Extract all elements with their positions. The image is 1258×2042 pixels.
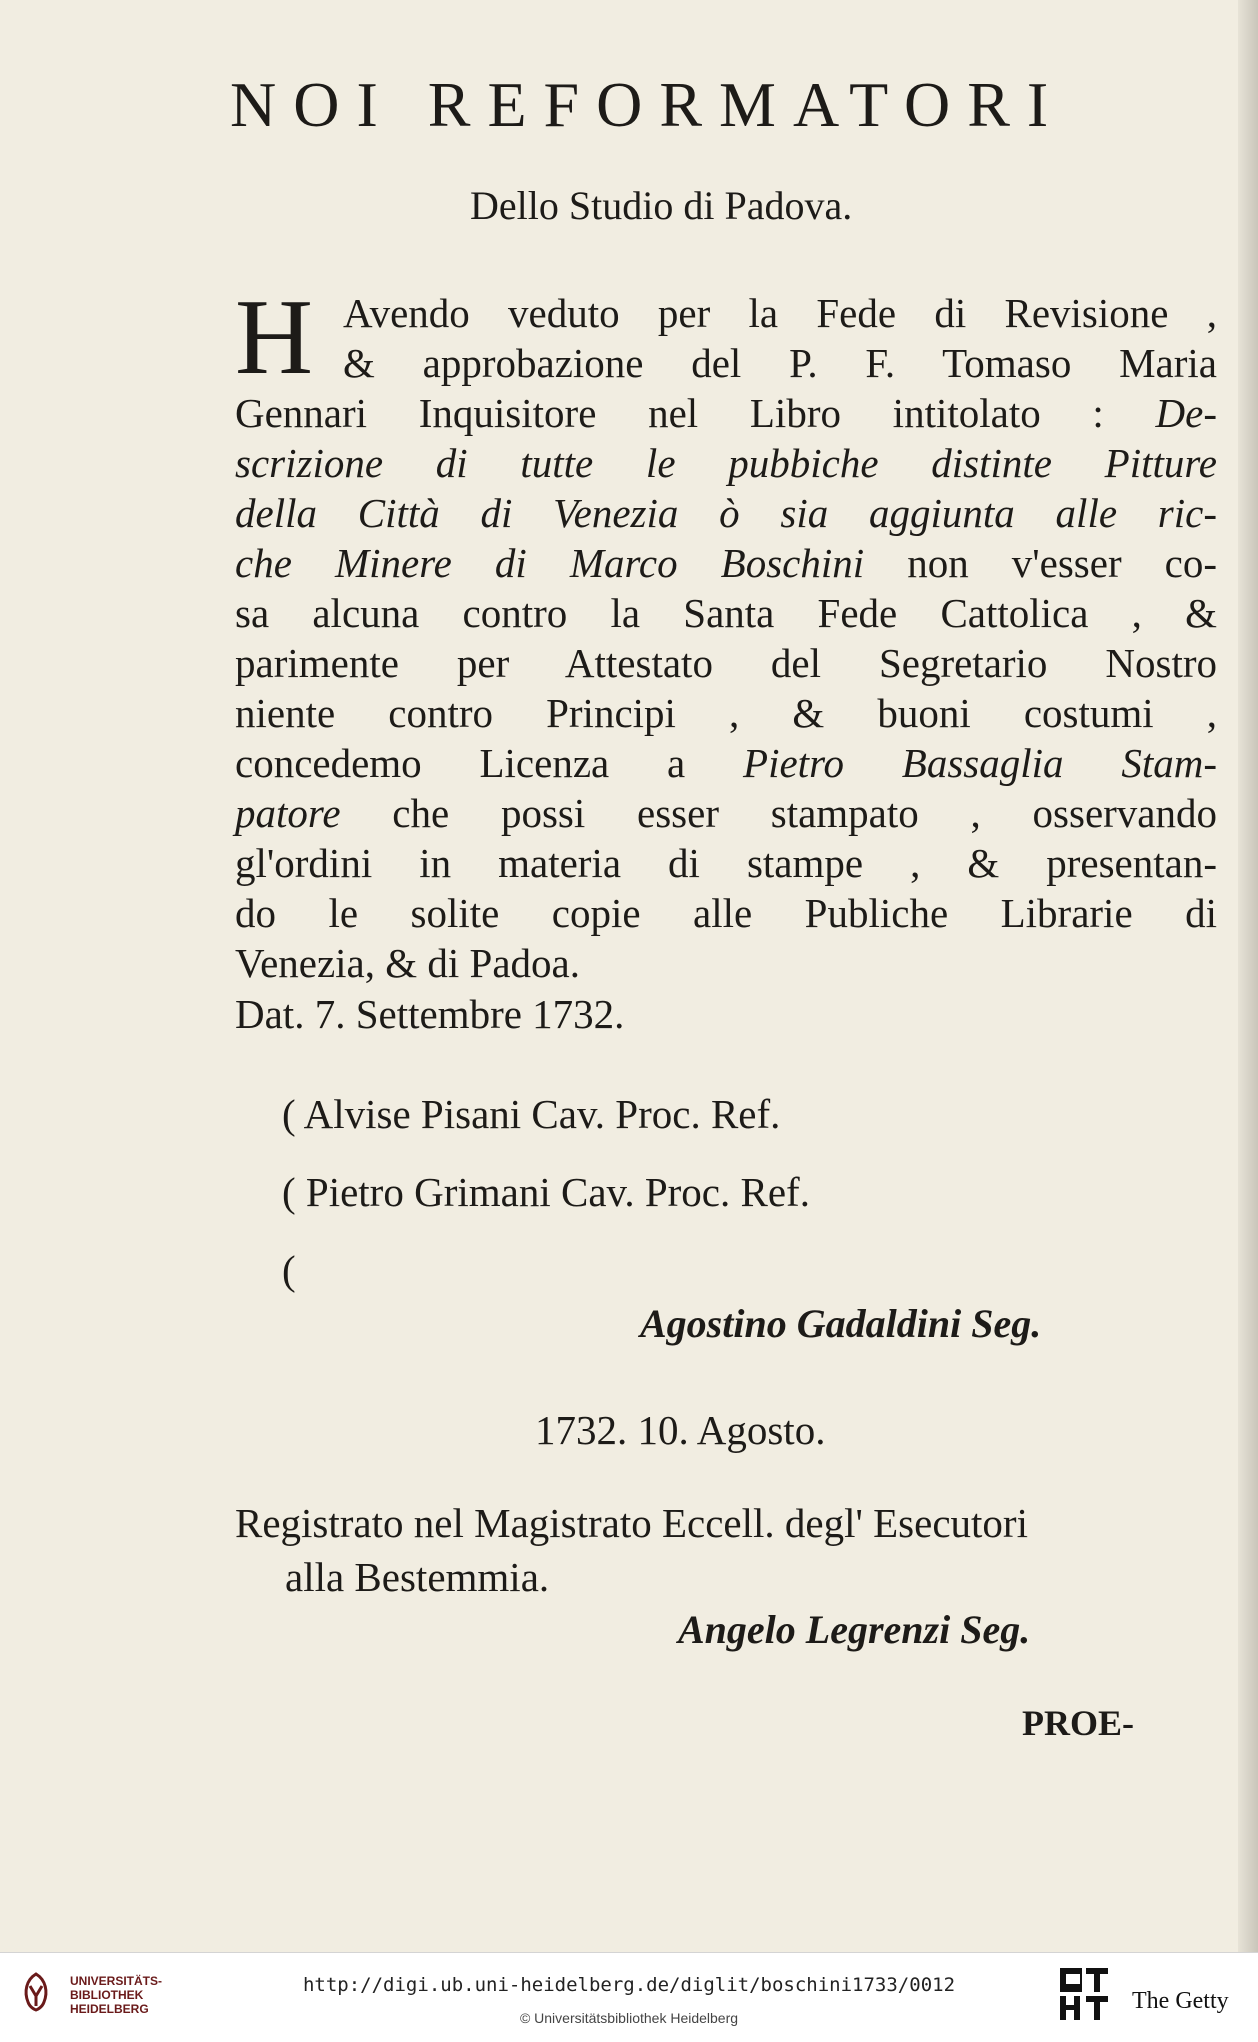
text-line [235, 538, 1217, 588]
text-line: gl'ordini in materia di stampe , & presentan- [235, 840, 1217, 886]
printer-name: Pietro Bassaglia Stam- [743, 740, 1218, 786]
text-segment: concedemo Licenza a [235, 740, 686, 786]
page-edge-shadow [1238, 0, 1258, 1952]
partner-name: The Getty [1132, 1988, 1229, 2014]
secretary-signature-1: Agostino Gadaldini Seg. [640, 1301, 1042, 1346]
registration-date: 1732. 10. Agosto. [535, 1407, 826, 1453]
library-name-line: BIBLIOTHEK [70, 1988, 144, 2002]
book-title-fragment: della Città di Venezia ò sia aggiunta alle ric- [235, 490, 1217, 536]
text-segment: non v'esser co- [907, 540, 1218, 586]
text-line: Venezia, & di Padoa. [235, 940, 580, 986]
text-line [235, 738, 1217, 788]
page-title: NOI REFORMATORI [230, 69, 1066, 140]
license-text [235, 278, 1218, 988]
text-line: & approbazione del P. F. Tomaso Maria [343, 340, 1217, 386]
text-line: niente contro Principi , & buoni costumi , [235, 690, 1217, 736]
registration-line: Registrato nel Magistrato Eccell. degl' Esecutori [235, 1500, 1028, 1546]
drop-cap: H [235, 278, 313, 397]
library-name-line: UNIVERSITÄTS- [70, 1974, 163, 1988]
signatory-1: ( Alvise Pisani Cav. Proc. Ref. [282, 1091, 781, 1137]
getty-logo-icon [1058, 1966, 1110, 2022]
permalink-url[interactable]: http://digi.ub.uni-heidelberg.de/diglit/boschini1733/0012 [302, 1974, 956, 1996]
signatory-2: ( Pietro Grimani Cav. Proc. Ref. [282, 1169, 810, 1215]
text-line [235, 488, 1217, 538]
text-segment: Gennari Inquisitore nel Libro intitolato : [235, 390, 1104, 436]
book-title-fragment: che Minere di Marco Boschini [235, 540, 865, 586]
copyright-notice: © Universitätsbibliothek Heidelberg [519, 2010, 739, 2026]
text-line: sa alcuna contro la Santa Fede Cattolica , & [235, 590, 1217, 636]
registration-text [235, 1496, 1217, 1604]
library-name-line: HEIDELBERG [70, 2002, 149, 2016]
book-title-fragment: scrizione di tutte le pubbiche distinte Pitture [235, 440, 1217, 486]
secretary-signature-2: Angelo Legrenzi Seg. [678, 1607, 1031, 1652]
text-line: Avendo veduto per la Fede di Revisione , [343, 290, 1217, 336]
text-line [235, 788, 1217, 838]
registration-line: alla Bestemmia. [285, 1554, 550, 1600]
catchword: PROE- [1022, 1703, 1134, 1743]
text-segment: che possi esser stampato , osservando [392, 790, 1217, 836]
text-line [235, 388, 1217, 438]
text-line [235, 438, 1217, 488]
page-subtitle: Dello Studio di Padova. [470, 183, 853, 228]
footer-divider [0, 1952, 1258, 1953]
book-title-fragment: De- [1155, 390, 1218, 436]
viewer-footer [0, 1952, 1258, 2042]
printer-name: patore [235, 790, 341, 836]
signatory-3: ( [282, 1247, 296, 1293]
text-line: do le solite copie alle Publiche Librarie di [235, 890, 1217, 936]
date-line: Dat. 7. Settembre 1732. [235, 991, 625, 1037]
text-line: parimente per Attestato del Segretario Nostro [235, 640, 1217, 686]
